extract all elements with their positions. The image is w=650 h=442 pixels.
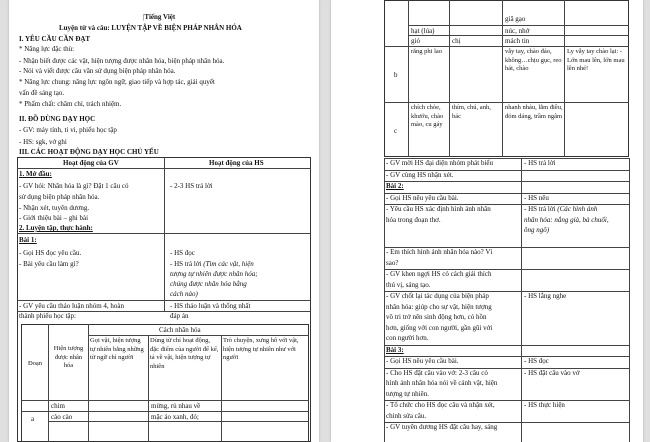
gv-activity: tượng tự nhiên.: [386, 389, 429, 398]
gv-activity: Bài 2:: [386, 182, 404, 190]
section-1-line: * Năng lực đặc thù:: [19, 45, 75, 53]
hs-activity: cách nào): [170, 290, 198, 298]
gv-activity: - GV yêu cầu thảo luận nhóm 4, hoàn: [19, 302, 125, 310]
cell: chị: [452, 37, 461, 45]
gv-activity: - Em thích hình ảnh nhân hóa nào? Vì: [386, 248, 493, 256]
hs-activity: - HS trả lời (Tìm các vật, hiện: [170, 260, 254, 268]
cell: nhanh nhảu, lắm điều, đỏm dáng, trầm ngâm: [505, 104, 563, 120]
hs-activity: - HS thực hiện: [524, 401, 565, 409]
row-label: c: [394, 127, 398, 135]
cell: cào cào: [51, 413, 73, 421]
gv-activity: hình ảnh nhân hóa nói về cảnh vật, hiện: [386, 379, 498, 387]
hs-activity: - HS trả lời (Các hình ảnh: [524, 205, 598, 213]
gv-activity: - Yêu cầu HS xác định hình ảnh nhân: [386, 205, 491, 213]
hs-activity: chúng được nhân hóa bằng: [170, 280, 247, 288]
section-heading-1: I. YÊU CẦU CẦN ĐẠT: [19, 35, 91, 43]
gv-activity: chinh sửa câu.: [386, 411, 427, 420]
hs-activity: - HS đọc: [170, 249, 195, 257]
row-label: b: [394, 71, 398, 79]
row-divider: [384, 181, 629, 182]
inner-col-doan: Đoạn: [27, 360, 43, 367]
cell: răng phi lao: [411, 48, 443, 55]
gv-activity: - Bài yêu cầu làm gì?: [19, 260, 79, 268]
hs-activity: - HS đặt câu vào vở: [524, 368, 580, 377]
cell: mừng, rủ nhau về: [151, 402, 201, 410]
cell: giã gạo: [505, 15, 526, 23]
gv-activity: - GV khen ngợi HS có cách giải thích: [386, 270, 492, 278]
section-1-line: * Phẩm chất: chăm chỉ, trách nhiệm.: [19, 100, 122, 108]
document-page-right: [331, 0, 643, 442]
hs-activity: - HS lắng nghe: [524, 292, 567, 300]
inner-col-hien-tuong: Hiện tượng được nhân hóa: [53, 345, 84, 369]
hs-activity: ông ngô): [524, 226, 550, 234]
section-1-line: - Nhận biết được các vật, hiện tượng được nhân hóa, biện pháp nhân hóa.: [19, 57, 225, 65]
section-1-line: - Nói và viết được câu văn sử dụng biện pháp nhân hóa.: [19, 67, 176, 75]
hs-activity: - HS nêu: [524, 193, 549, 202]
gv-activity: vô tri trở nên sinh động hơn, có hồn: [386, 313, 487, 321]
gv-activity: sử dụng biện pháp nhân hóa.: [19, 193, 100, 201]
inner-header-main: Cách nhân hóa: [159, 326, 201, 334]
gv-activity: - Tổ chức cho HS đọc câu và nhận xét,: [386, 401, 495, 409]
hs-activity: - HS thảo luận và thống nhất: [170, 302, 251, 310]
gv-activity: sao?: [386, 258, 399, 267]
gv-activity: - Gọi HS nêu yêu cầu bài.: [386, 357, 459, 365]
part-heading: 1. Mở đầu:: [19, 170, 52, 178]
gv-activity: - Gọi HS đọc yêu cầu.: [19, 249, 82, 257]
hs-activity: đáp án: [170, 312, 189, 320]
table-border: [384, 158, 385, 442]
gv-activity: - GV chốt lại tác dụng của biện pháp: [386, 292, 489, 300]
gv-activity: thành phiếu học tập:: [19, 312, 76, 320]
cell: núc, nhớ: [505, 27, 530, 35]
document-page-left: [9, 0, 319, 442]
gv-activity: - Giới thiệu bài – ghi bài: [19, 214, 89, 222]
cell: Ly vẫy tay chào lại: - Lớn mau lên, lớn mau lên nhé!: [567, 48, 625, 72]
section-1-line: * Năng lực chung: năng lực ngôn ngữ, giao tiếp và hợp tác, giải quyết: [19, 78, 215, 86]
cell: mách tin: [505, 37, 530, 45]
section-2-line: - GV: máy tính, ti vi, phiếu học tập: [19, 126, 117, 134]
section-heading-3: III. CÁC HOẠT ĐỘNG DẠY HỌC CHỦ YẾU: [19, 148, 159, 156]
hs-activity: nhân hóa: nắng già, bà chuối,: [524, 215, 609, 224]
gv-activity: - GV cùng HS nhận xét.: [386, 170, 454, 179]
inner-col-goi: Gọi vật, hiện tượng tự nhiên bằng những từ ngữ chỉ người: [90, 337, 144, 361]
table-border: [629, 158, 630, 442]
cell: hạt (lúa): [411, 27, 435, 35]
part-heading: 2. Luyện tập, thực hành:: [19, 224, 93, 232]
cell: chim: [51, 402, 65, 410]
table-border: [521, 158, 522, 442]
hs-activity: - HS đọc: [524, 357, 549, 365]
section-1-line: vấn đề sáng tạo.: [19, 89, 65, 97]
gv-activity: - GV mời HS đại diện nhóm phát biểu: [386, 159, 494, 167]
row-divider: [384, 345, 629, 346]
hs-activity: - HS trả lời: [524, 159, 556, 167]
gv-activity: hơn, giống với con người, gần gũi với: [386, 323, 493, 332]
row-label: a: [31, 415, 35, 423]
cell: vẫy tay, chào đáo, không…chịu gục, reo hát, chào: [505, 48, 562, 72]
gv-activity: con người hơn.: [386, 334, 429, 342]
inner-col-dung: Dùng từ chỉ hoạt động, đặc điểm của người để kể, tả về vật, hiện tượng tự nhiên: [150, 337, 219, 370]
gv-activity: nhân hóa: giúp cho sự vật, hiện tượng: [386, 302, 492, 311]
table-header-gv: Hoạt động của GV: [63, 159, 119, 167]
inner-col-tro: Trò chuyện, xưng hô với vật, hiện tượng tự nhiên như với người: [223, 337, 299, 361]
cell: chích chòe, khướu, chào mào, cu gáy: [411, 104, 444, 128]
cell: mặc áo xanh, đỏ;: [151, 413, 199, 421]
gv-activity: - GV tuyên dương HS đặt câu hay, sáng: [386, 423, 498, 431]
subject-heading: |Tiếng Việt: [143, 13, 176, 21]
exercise-heading: Bài 1:: [19, 236, 37, 244]
hs-activity: tượng tự nhiên được nhân hóa;: [170, 270, 258, 278]
gv-activity: thú vị, sáng tạo.: [386, 280, 431, 289]
gv-activity: Bài 3:: [386, 345, 404, 354]
gv-activity: - Gọi HS nêu yêu cầu bài.: [386, 193, 459, 202]
gv-activity: hóa trong đoạn thơ.: [386, 215, 441, 224]
section-heading-2: II. ĐỒ DÙNG DẠY HỌC: [19, 115, 96, 123]
gv-activity: - GV hỏi: Nhân hóa là gì? Đặt 1 câu có: [19, 182, 129, 190]
lesson-title: Luyện từ và câu: LUYỆN TẬP VỀ BIỆN PHÁP NHÂN HÓA: [59, 24, 242, 32]
section-2-line: - HS: sgk, vở ghi: [19, 138, 67, 146]
gv-activity: - Cho HS đặt câu vào vở: 2-3 câu có: [386, 368, 488, 377]
cell: gió: [411, 37, 420, 45]
gv-activity: - Nhận xét, tuyên dương.: [19, 204, 90, 212]
hs-activity: - 2-3 HS trả lời: [170, 182, 213, 190]
table-header-hs: Hoạt động của HS: [209, 159, 264, 167]
cell: thím, chú, anh, bác: [452, 104, 491, 120]
